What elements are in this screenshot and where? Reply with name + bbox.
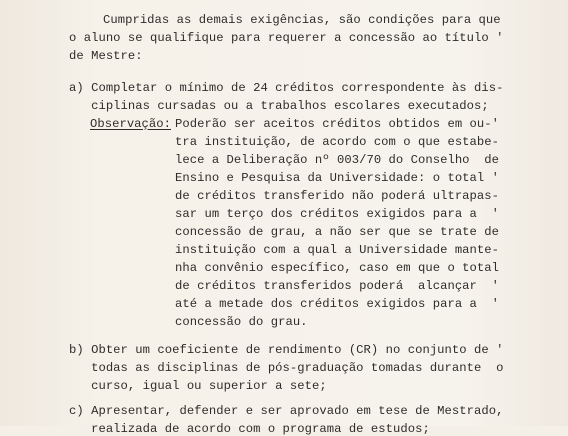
- intro-line-2: o aluno se qualifique para requerer a concessão ao título ': [69, 31, 504, 45]
- item-c-line-1: c) Apresentar, defender e ser aprovado em tese de Mestrado,: [69, 404, 504, 418]
- item-b-line-1: b) Obter um coeficiente de rendimento (CR) no conjunto de ': [69, 343, 504, 357]
- observation-line: Poderão ser aceitos créditos obtidos em ou-': [175, 117, 500, 131]
- item-c-line-2: realizada de acordo com o programa de estudos;: [69, 422, 430, 436]
- observation-line: concessão do grau.: [175, 315, 308, 329]
- observation-line: Ensino e Pesquisa da Universidade: o total ': [175, 171, 500, 185]
- observation-line: lece a Deliberação nº 003/70 do Conselho de: [175, 153, 500, 167]
- intro-line-1: Cumpridas as demais exigências, são condições para que: [103, 13, 501, 27]
- item-b-line-2: todas as disciplinas de pós-graduação tomadas durante o: [69, 361, 504, 375]
- observation-line: sar um terço dos créditos exigidos para a ': [175, 207, 500, 221]
- observation-line: instituição com a qual a Universidade mante-: [175, 243, 500, 257]
- observation-line: nha convênio específico, caso em que o total: [175, 261, 500, 275]
- intro-line-3: de Mestre:: [69, 49, 143, 63]
- item-a-line-2: ciplinas cursadas ou a trabalhos escolares executados;: [69, 99, 489, 113]
- observation-line: tra instituição, de acordo com o que estabe-: [175, 135, 500, 149]
- observation-line: de créditos transferidos poderá alcançar ': [175, 279, 500, 293]
- item-a-line-1: a) Completar o mínimo de 24 créditos correspondente às dis-: [69, 81, 504, 95]
- observation-line: até a metade dos créditos exigidos para a ': [175, 297, 500, 311]
- observation-line: de créditos transferido não poderá ultrapas-: [175, 189, 500, 203]
- item-b-line-3: curso, igual ou superior a sete;: [69, 379, 327, 393]
- observation-label: Observação:: [90, 117, 172, 131]
- observation-line: concessão de grau, a não ser que se trate de: [175, 225, 500, 239]
